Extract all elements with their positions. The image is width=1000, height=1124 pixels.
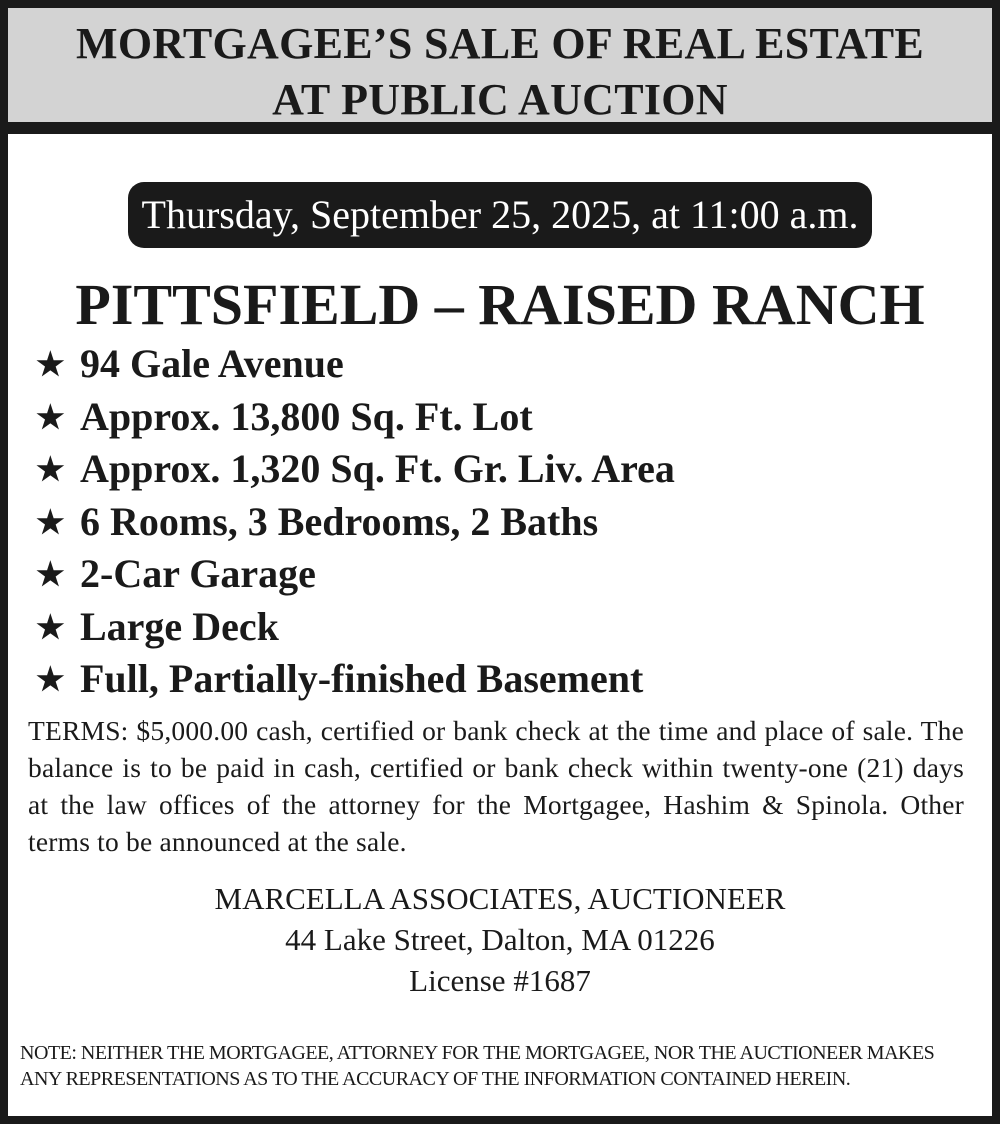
feature-text: Approx. 13,800 Sq. Ft. Lot (80, 393, 533, 439)
list-item (36, 548, 992, 601)
feature-text: 6 Rooms, 3 Bedrooms, 2 Baths (80, 498, 599, 544)
star-icon: ★ (36, 503, 65, 540)
feature-text: Approx. 1,320 Sq. Ft. Gr. Liv. Area (80, 446, 675, 491)
header-line-2: AT PUBLIC AUCTION (272, 75, 728, 124)
sale-terms: TERMS: $5,000.00 cash, certified or bank check at the time and place of sale. The balance is to be paid in cash, certified or bank check within twenty-one (21) days at the law offices of the attorney for the Mortgagee, Hashim & Spinola. Other terms to be announced at the sale. (28, 714, 964, 857)
list-item (36, 653, 992, 706)
header-line-1: MORTGAGEE’S SALE OF REAL ESTATE (75, 19, 924, 68)
auction-date: Thursday, September 25, 2025, at 11:00 a.m. (128, 182, 873, 248)
star-icon: ★ (36, 661, 65, 698)
property-title: PITTSFIELD – RAISED RANCH (75, 272, 925, 337)
disclaimer-note (20, 1040, 980, 1092)
note-line-1: NOTE: NEITHER THE MORTGAGEE, ATTORNEY FOR THE MORTGAGEE, NOR THE AUCTIONEER MAKES (20, 1042, 935, 1064)
feature-text: Full, Partially-finished Basement (80, 656, 644, 701)
note-line-2: ANY REPRESENTATIONS AS TO THE ACCURACY OF THE INFORMATION CONTAINED HEREIN. (20, 1068, 851, 1090)
feature-text: 94 Gale Avenue (80, 341, 344, 386)
star-icon: ★ (36, 556, 65, 593)
feature-text: 2-Car Garage (80, 551, 316, 596)
list-item (36, 338, 992, 391)
star-icon: ★ (36, 398, 65, 435)
star-icon: ★ (36, 608, 65, 645)
auctioneer-address: 44 Lake Street, Dalton, MA 01226 (285, 921, 715, 957)
list-item (36, 443, 992, 496)
list-item (36, 391, 992, 444)
list-item (36, 601, 992, 654)
auctioneer-license: License #1687 (409, 962, 591, 998)
star-icon: ★ (36, 451, 65, 488)
auctioneer-block (8, 878, 992, 1001)
auctioneer-name: MARCELLA ASSOCIATES, AUCTIONEER (214, 880, 786, 916)
date-banner (8, 182, 992, 252)
feature-text: Large Deck (80, 603, 279, 649)
star-icon: ★ (36, 346, 65, 383)
list-item (36, 496, 992, 549)
feature-list (8, 338, 992, 706)
notice-header (8, 8, 992, 134)
